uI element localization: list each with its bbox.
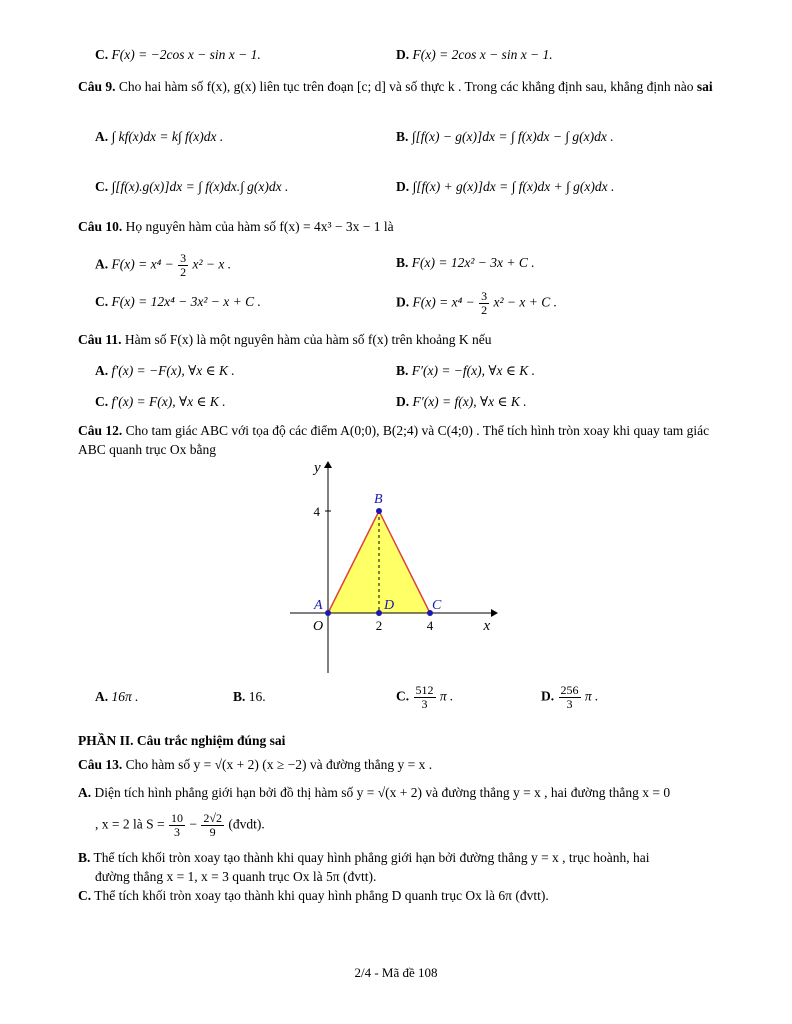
q12-stem: Câu 12. Cho tam giác ABC với tọa độ các điểm A(0;0), B(2;4) và C(4;0) . Thể tích hình tròn xoay khi quay tam giác ABC quanh trục Ox bằng bbox=[78, 423, 710, 457]
q13-a-line2: , x = 2 là S = $\frac{10}{3}$ − $\frac{2√2}{9}$ (đvdt). bbox=[95, 811, 265, 839]
label-c: C bbox=[432, 598, 442, 613]
q12-c-fraction: $\frac{512}{3}$ bbox=[415, 683, 434, 711]
q10-stem: Câu 10. Họ nguyên hàm của hàm số f(x) = 4x³ − 3x − 1 là bbox=[78, 219, 394, 234]
part2-title: PHẦN II. Câu trắc nghiệm đúng sai bbox=[78, 733, 286, 748]
label-a: A bbox=[314, 598, 323, 613]
q11-option-b: B. F′(x) = −f(x), ∀x ∈ K . bbox=[396, 363, 536, 378]
q13-a-line1: A. Diện tích hình phẳng giới hạn bởi đồ thị hàm số y = √(x + 2) và đường thẳng y = x , hai đường thẳng x = 0 bbox=[78, 785, 671, 800]
label-d: D bbox=[384, 598, 395, 613]
q13-c-line1: C. Thể tích khối tròn xoay tạo thành khi quay hình phẳng D quanh trục Ox là 6π (đvtt). bbox=[78, 888, 549, 903]
q12-option-b: B. 16. bbox=[233, 689, 266, 704]
tick-label-y-4: 4 bbox=[313, 504, 320, 519]
q11-stem: Câu 11. Hàm số F(x) là một nguyên hàm của hàm số f(x) trên khoảng K nếu bbox=[78, 332, 492, 347]
q9-option-a: A. ∫ kf(x)dx = k∫ f(x)dx . bbox=[95, 129, 224, 144]
q9-option-c: C. ∫[f(x).g(x)]dx = ∫ f(x)dx.∫ g(x)dx . bbox=[95, 179, 289, 194]
origin-label: O bbox=[313, 619, 324, 634]
q8-option-d: D. F(x) = 2cos x − sin x − 1. bbox=[396, 47, 553, 62]
tick-label-x-2: 2 bbox=[375, 618, 383, 633]
label-b: B bbox=[374, 492, 383, 507]
q11-option-a: A. f′(x) = −F(x), ∀x ∈ K . bbox=[95, 363, 235, 378]
triangle-figure bbox=[285, 458, 505, 678]
q12-d-fraction: $\frac{256}{3}$ bbox=[560, 683, 579, 711]
q10-a-fraction: $\frac{3}{2}$ bbox=[180, 251, 187, 279]
q8-option-c: C. F(x) = −2cos x − sin x − 1. bbox=[95, 47, 261, 62]
q12-option-a: A. 16π . bbox=[95, 689, 139, 704]
q13-a-fraction-2: $\frac{2√2}{9}$ bbox=[203, 811, 222, 839]
x-axis-label: x bbox=[483, 618, 491, 634]
q10-option-d: D. F(x) = x⁴ − $\frac{3}{2}$ x² − x + C . bbox=[396, 289, 558, 317]
q13-stem: Câu 13. Cho hàm số y = √(x + 2) (x ≥ −2) và đường thẳng y = x . bbox=[78, 757, 433, 772]
q10-d-fraction: $\frac{3}{2}$ bbox=[481, 289, 488, 317]
y-axis-label: y bbox=[314, 460, 321, 476]
q13-b-line1: B. Thể tích khối tròn xoay tạo thành khi quay hình phẳng giới hạn bởi đường thẳng y = x , trục hoành, hai bbox=[78, 850, 650, 865]
q10-option-b: B. F(x) = 12x² − 3x + C . bbox=[396, 255, 535, 270]
q11-option-c: C. f′(x) = F(x), ∀x ∈ K . bbox=[95, 394, 226, 409]
q12-option-d: D. $\frac{256}{3}$ π . bbox=[541, 683, 599, 711]
q12-option-c: C. $\frac{512}{3}$ π . bbox=[396, 683, 454, 711]
q13-b-line2: đường thẳng x = 1, x = 3 quanh trục Ox là 5π (đvtt). bbox=[95, 869, 377, 884]
q13-a-fraction-1: $\frac{10}{3}$ bbox=[170, 811, 183, 839]
q9-option-b: B. ∫[f(x) − g(x)]dx = ∫ f(x)dx − ∫ g(x)dx . bbox=[396, 129, 614, 144]
q9-option-d: D. ∫[f(x) + g(x)]dx = ∫ f(x)dx + ∫ g(x)dx . bbox=[396, 179, 615, 194]
q11-option-d: D. F′(x) = f(x), ∀x ∈ K . bbox=[396, 394, 527, 409]
q10-option-a: A. F(x) = x⁴ − $\frac{3}{2}$ x² − x . bbox=[95, 251, 232, 279]
point-b bbox=[376, 508, 382, 514]
q10-option-c: C. F(x) = 12x⁴ − 3x² − x + C . bbox=[95, 294, 261, 309]
point-a bbox=[325, 610, 331, 616]
tick-label-x-4: 4 bbox=[426, 618, 434, 633]
point-d bbox=[376, 610, 382, 616]
page-footer: 2/4 - Mã đề 108 bbox=[354, 965, 438, 980]
q9-stem: Câu 9. Cho hai hàm số f(x), g(x) liên tục trên đoạn [c; d] và số thực k . Trong các khẳng định sau, khẳng định nào sai bbox=[78, 79, 713, 94]
